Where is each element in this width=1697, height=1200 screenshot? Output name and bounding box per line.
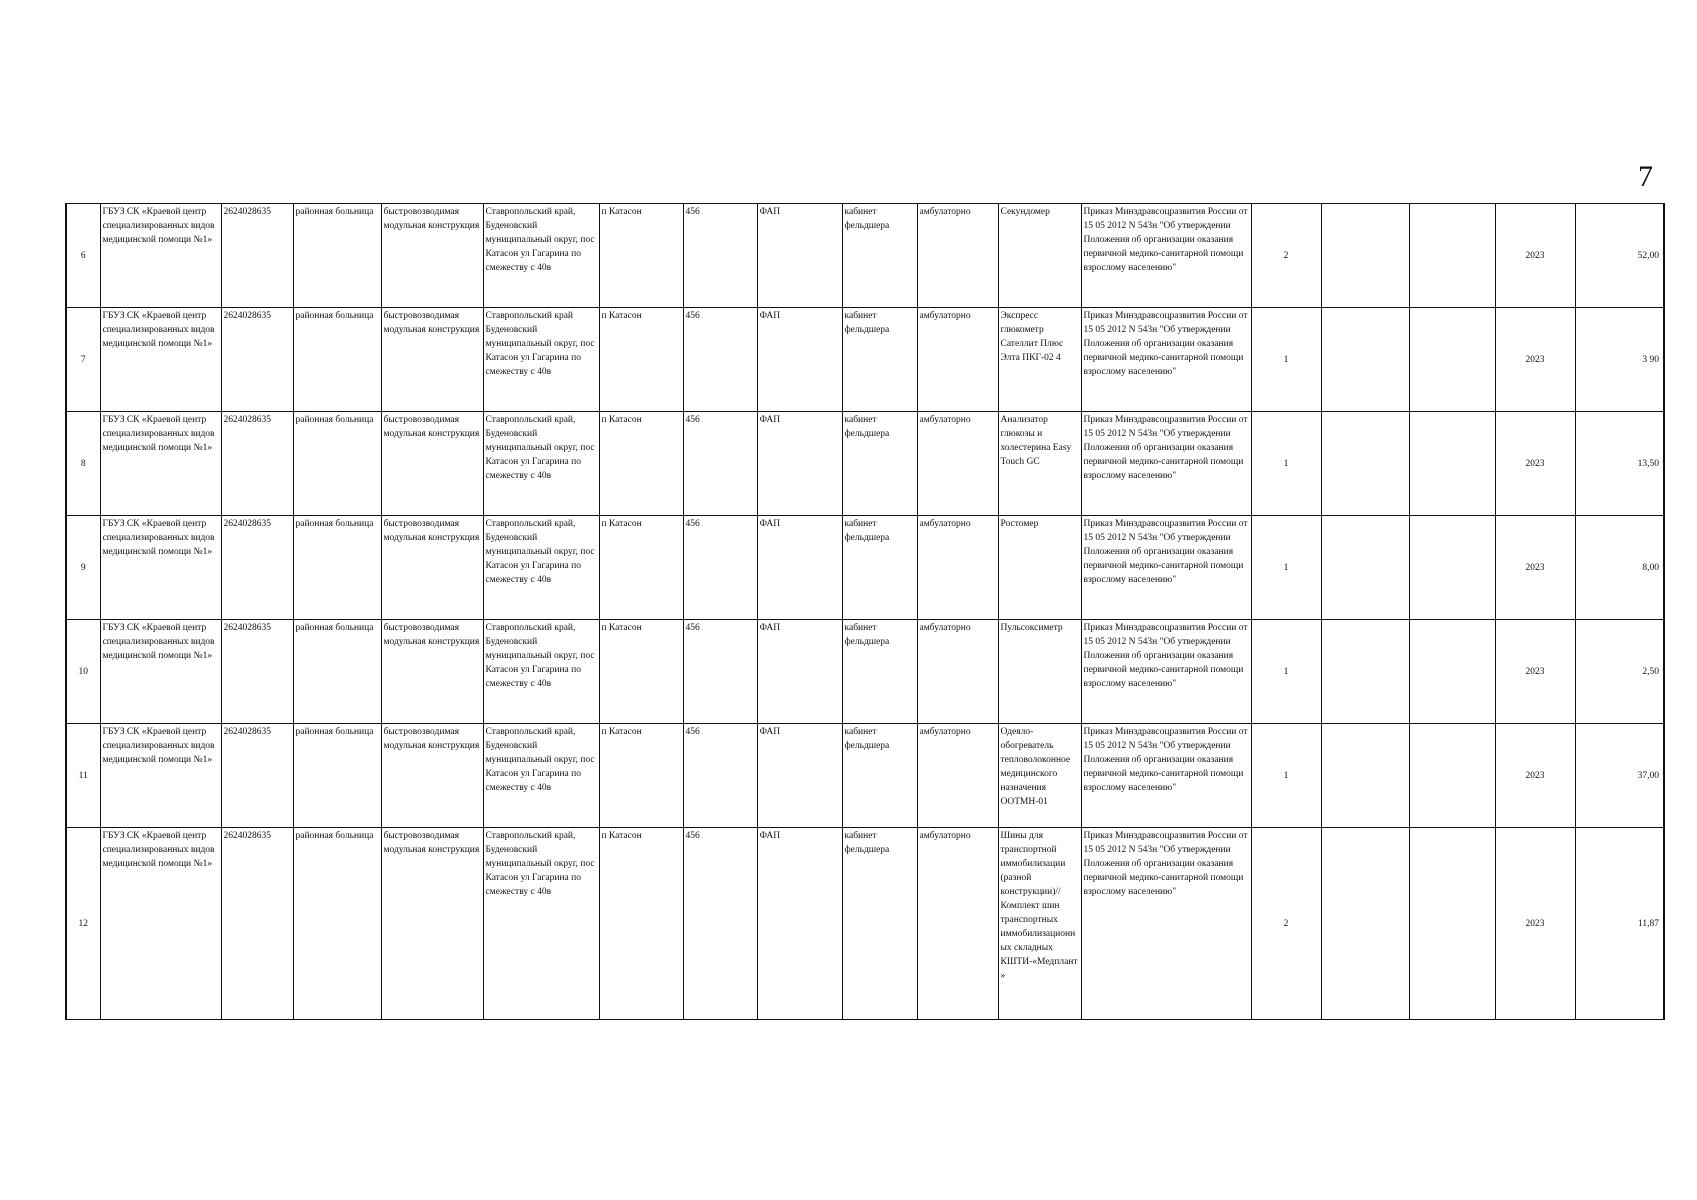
address-cell: Ставропольский край, Буденовский муниципальный округ, пос Катасон ул Гагарина по смежеству с 40в <box>483 724 599 828</box>
care-type-cell: амбулаторно <box>917 620 998 724</box>
organization-cell: ГБУЗ СК «Краевой центр специализированных видов медицинской помощи №1» <box>100 724 221 828</box>
table-row <box>66 516 1664 620</box>
table-row <box>66 412 1664 516</box>
row-number-cell: 8 <box>66 412 100 516</box>
room-cell: кабинет фельдшера <box>842 828 917 1020</box>
building-type-cell: быстровозводимая модульная конструкция <box>381 620 483 724</box>
row-number-cell: 7 <box>66 308 100 412</box>
empty-cell <box>1409 516 1495 620</box>
sum-cell: 52,00 <box>1575 204 1664 308</box>
sum-cell: 13,50 <box>1575 412 1664 516</box>
empty-cell <box>1409 308 1495 412</box>
empty-cell <box>1321 204 1409 308</box>
settlement-cell: п Катасон <box>599 828 683 1020</box>
year-cell: 2023 <box>1495 412 1575 516</box>
room-cell: кабинет фельдшера <box>842 308 917 412</box>
unit-cell: ФАП <box>757 204 842 308</box>
room-cell: кабинет фельдшера <box>842 724 917 828</box>
address-cell: Ставропольский край, Буденовский муниципальный округ, пос Катасон ул Гагарина по смежеству с 40в <box>483 516 599 620</box>
care-type-cell: амбулаторно <box>917 516 998 620</box>
empty-cell <box>1409 204 1495 308</box>
equipment-cell: Секундомер <box>998 204 1081 308</box>
unit-cell: ФАП <box>757 620 842 724</box>
room-cell: кабинет фельдшера <box>842 620 917 724</box>
population-cell: 456 <box>683 412 757 516</box>
equipment-table <box>65 203 1665 1020</box>
care-type-cell: амбулаторно <box>917 724 998 828</box>
quantity-cell: 1 <box>1251 620 1321 724</box>
order-cell: Приказ Минздравсоцразвития России от 15 05 2012 N 543н "Об утверждении Положения об организации оказания первичной медико-санитарной помощи взрослому населению" <box>1081 828 1251 1020</box>
building-type-cell: быстровозводимая модульная конструкция <box>381 516 483 620</box>
care-type-cell: амбулаторно <box>917 412 998 516</box>
institution-type-cell: районная больница <box>293 828 381 1020</box>
organization-cell: ГБУЗ СК «Краевой центр специализированных видов медицинской помощи №1» <box>100 412 221 516</box>
table-body <box>66 204 1664 1020</box>
sum-cell: 37,00 <box>1575 724 1664 828</box>
building-type-cell: быстровозводимая модульная конструкция <box>381 204 483 308</box>
settlement-cell: п Катасон <box>599 724 683 828</box>
building-type-cell: быстровозводимая модульная конструкция <box>381 412 483 516</box>
order-cell: Приказ Минздравсоцразвития России от 15 05 2012 N 543н "Об утверждении Положения об организации оказания первичной медико-санитарной помощи взрослому населению" <box>1081 412 1251 516</box>
settlement-cell: п Катасон <box>599 412 683 516</box>
quantity-cell: 1 <box>1251 724 1321 828</box>
year-cell: 2023 <box>1495 620 1575 724</box>
year-cell: 2023 <box>1495 516 1575 620</box>
unit-cell: ФАП <box>757 828 842 1020</box>
empty-cell <box>1409 620 1495 724</box>
settlement-cell: п Катасон <box>599 516 683 620</box>
quantity-cell: 1 <box>1251 516 1321 620</box>
year-cell: 2023 <box>1495 308 1575 412</box>
room-cell: кабинет фельдшера <box>842 204 917 308</box>
order-cell: Приказ Минздравсоцразвития России от 15 05 2012 N 543н "Об утверждении Положения об организации оказания первичной медико-санитарной помощи взрослому населению" <box>1081 204 1251 308</box>
year-cell: 2023 <box>1495 724 1575 828</box>
table-row <box>66 828 1664 1020</box>
equipment-cell: Анализатор глюкозы и холестерина Easy Touch GC <box>998 412 1081 516</box>
institution-type-cell: районная больница <box>293 204 381 308</box>
settlement-cell: п Катасон <box>599 308 683 412</box>
inn-cell: 2624028635 <box>221 204 293 308</box>
institution-type-cell: районная больница <box>293 724 381 828</box>
table-row <box>66 204 1664 308</box>
empty-cell <box>1321 308 1409 412</box>
address-cell: Ставропольский край, Буденовский муниципальный округ, пос Катасон ул Гагарина по смежеству с 40в <box>483 620 599 724</box>
population-cell: 456 <box>683 828 757 1020</box>
order-cell: Приказ Минздравсоцразвития России от 15 05 2012 N 543н "Об утверждении Положения об организации оказания первичной медико-санитарной помощи взрослому населению" <box>1081 724 1251 828</box>
empty-cell <box>1409 828 1495 1020</box>
order-cell: Приказ Минздравсоцразвития России от 15 05 2012 N 543н "Об утверждении Положения об организации оказания первичной медико-санитарной помощи взрослому населению" <box>1081 620 1251 724</box>
order-cell: Приказ Минздравсоцразвития России от 15 05 2012 N 543н "Об утверждении Положения об организации оказания первичной медико-санитарной помощи взрослому населению" <box>1081 308 1251 412</box>
population-cell: 456 <box>683 516 757 620</box>
institution-type-cell: районная больница <box>293 620 381 724</box>
empty-cell <box>1321 412 1409 516</box>
row-number-cell: 10 <box>66 620 100 724</box>
room-cell: кабинет фельдшера <box>842 516 917 620</box>
empty-cell <box>1321 620 1409 724</box>
settlement-cell: п Катасон <box>599 620 683 724</box>
inn-cell: 2624028635 <box>221 412 293 516</box>
quantity-cell: 2 <box>1251 204 1321 308</box>
address-cell: Ставропольский край, Буденовский муниципальный округ, пос Катасон ул Гагарина по смежеству с 40в <box>483 204 599 308</box>
care-type-cell: амбулаторно <box>917 828 998 1020</box>
table-row <box>66 308 1664 412</box>
row-number-cell: 11 <box>66 724 100 828</box>
quantity-cell: 1 <box>1251 308 1321 412</box>
empty-cell <box>1409 412 1495 516</box>
building-type-cell: быстровозводимая модульная конструкция <box>381 828 483 1020</box>
building-type-cell: быстровозводимая модульная конструкция <box>381 308 483 412</box>
organization-cell: ГБУЗ СК «Краевой центр специализированных видов медицинской помощи №1» <box>100 828 221 1020</box>
empty-cell <box>1321 516 1409 620</box>
quantity-cell: 2 <box>1251 828 1321 1020</box>
address-cell: Ставропольский край, Буденовский муниципальный округ, пос Катасон ул Гагарина по смежеству с 40в <box>483 412 599 516</box>
empty-cell <box>1321 724 1409 828</box>
equipment-cell: Ростомер <box>998 516 1081 620</box>
equipment-cell: Одеяло-обогреватель тепловолоконное медицинского назначения ООТМН-01 <box>998 724 1081 828</box>
building-type-cell: быстровозводимая модульная конструкция <box>381 724 483 828</box>
address-cell: Ставропольский край, Буденовский муниципальный округ, пос Катасон ул Гагарина по смежеству с 40в <box>483 828 599 1020</box>
care-type-cell: амбулаторно <box>917 308 998 412</box>
empty-cell <box>1409 724 1495 828</box>
unit-cell: ФАП <box>757 308 842 412</box>
institution-type-cell: районная больница <box>293 412 381 516</box>
institution-type-cell: районная больница <box>293 308 381 412</box>
unit-cell: ФАП <box>757 412 842 516</box>
order-cell: Приказ Минздравсоцразвития России от 15 05 2012 N 543н "Об утверждении Положения об организации оказания первичной медико-санитарной помощи взрослому населению" <box>1081 516 1251 620</box>
year-cell: 2023 <box>1495 204 1575 308</box>
population-cell: 456 <box>683 204 757 308</box>
inn-cell: 2624028635 <box>221 724 293 828</box>
row-number-cell: 12 <box>66 828 100 1020</box>
room-cell: кабинет фельдшера <box>842 412 917 516</box>
care-type-cell: амбулаторно <box>917 204 998 308</box>
organization-cell: ГБУЗ СК «Краевой центр специализированных видов медицинской помощи №1» <box>100 204 221 308</box>
population-cell: 456 <box>683 724 757 828</box>
organization-cell: ГБУЗ СК «Краевой центр специализированных видов медицинской помощи №1» <box>100 516 221 620</box>
unit-cell: ФАП <box>757 724 842 828</box>
empty-cell <box>1321 828 1409 1020</box>
inn-cell: 2624028635 <box>221 308 293 412</box>
unit-cell: ФАП <box>757 516 842 620</box>
inn-cell: 2624028635 <box>221 828 293 1020</box>
sum-cell: 8,00 <box>1575 516 1664 620</box>
sum-cell: 3 90 <box>1575 308 1664 412</box>
row-number-cell: 6 <box>66 204 100 308</box>
table-row <box>66 620 1664 724</box>
equipment-cell: Экспресс глюкометр Сателлит Плюс Элта ПКГ-02 4 <box>998 308 1081 412</box>
equipment-cell: Шины для транспортной иммобилизации (разной конструкции)// Комплект шин транспортных иммобилизационных складных КШТИ-«Медплант» <box>998 828 1081 1020</box>
equipment-cell: Пульсоксиметр <box>998 620 1081 724</box>
row-number-cell: 9 <box>66 516 100 620</box>
population-cell: 456 <box>683 308 757 412</box>
sum-cell: 11,87 <box>1575 828 1664 1020</box>
page-number: 7 <box>1638 160 1653 193</box>
institution-type-cell: районная больница <box>293 516 381 620</box>
inn-cell: 2624028635 <box>221 620 293 724</box>
population-cell: 456 <box>683 620 757 724</box>
settlement-cell: п Катасон <box>599 204 683 308</box>
quantity-cell: 1 <box>1251 412 1321 516</box>
year-cell: 2023 <box>1495 828 1575 1020</box>
inn-cell: 2624028635 <box>221 516 293 620</box>
table-row <box>66 724 1664 828</box>
organization-cell: ГБУЗ СК «Краевой центр специализированных видов медицинской помощи №1» <box>100 620 221 724</box>
sum-cell: 2,50 <box>1575 620 1664 724</box>
organization-cell: ГБУЗ СК «Краевой центр специализированных видов медицинской помощи №1» <box>100 308 221 412</box>
address-cell: Ставропольский край Буденовский муниципальный округ, пос Катасон ул Гагарина по смежеству с 40в <box>483 308 599 412</box>
